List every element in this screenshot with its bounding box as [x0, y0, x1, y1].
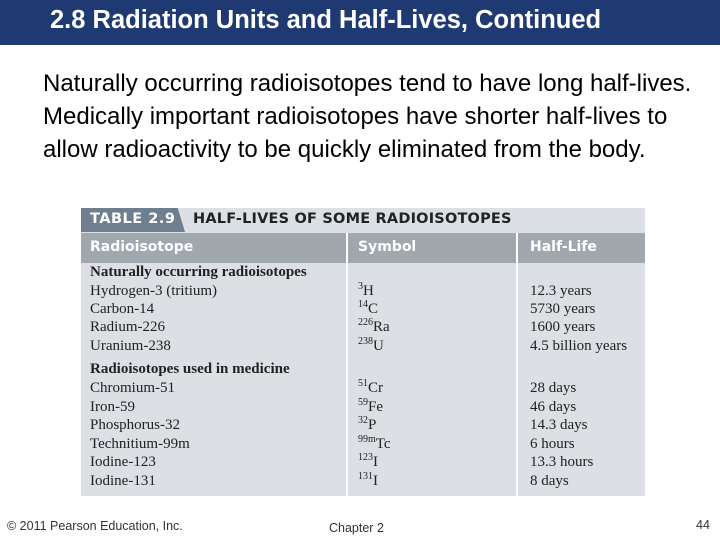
isotope-half-life: 5730 years	[530, 301, 596, 317]
isotope-name: Hydrogen-3 (tritium)	[90, 283, 218, 299]
header-half-life: Half-Life	[530, 239, 597, 255]
isotope-half-life: 8 days	[530, 473, 569, 489]
isotope-name: Radium-226	[90, 319, 165, 335]
column-divider	[516, 233, 518, 496]
isotope-half-life: 28 days	[530, 380, 577, 396]
isotope-name: Uranium-238	[90, 338, 171, 354]
isotope-half-life: 12.3 years	[530, 283, 592, 299]
isotope-name: Iodine-123	[90, 454, 156, 470]
half-lives-table	[81, 208, 645, 496]
isotope-name: Carbon-14	[90, 301, 155, 317]
title-bar	[0, 0, 720, 45]
isotope-symbol: $^{32}$P	[358, 415, 377, 433]
isotope-symbol: $^3$H	[358, 281, 374, 299]
isotope-name: Phosphorus-32	[90, 417, 181, 433]
isotope-name: Technitium-99m	[90, 436, 190, 452]
intro-paragraph: Naturally occurring radioisotopes tend to have long half-lives. Medically important radioisotopes have shorter half-lives to allow radioactivity to be quickly eliminated from the body.	[43, 70, 692, 163]
header-radioisotope: Radioisotope	[90, 239, 194, 255]
isotope-symbol: $^{131}$I	[358, 471, 378, 489]
isotope-half-life: 4.5 billion years	[530, 338, 628, 354]
isotope-symbol: $^{238}$U	[358, 336, 384, 354]
column-divider	[346, 233, 348, 496]
isotope-symbol: $^{59}$Fe	[358, 397, 383, 415]
isotope-symbol: $^{51}$Cr	[358, 378, 383, 396]
isotope-half-life: 14.3 days	[530, 417, 588, 433]
isotope-name: Chromium-51	[90, 380, 175, 396]
table-title: HALF-LIVES OF SOME RADIOISOTOPES	[193, 211, 512, 227]
isotope-half-life: 13.3 hours	[530, 454, 594, 470]
slide-title: 2.8 Radiation Units and Half-Lives, Continued	[50, 6, 602, 34]
header-symbol: Symbol	[358, 239, 417, 255]
chapter-label: Chapter 2	[329, 521, 384, 535]
isotope-half-life: 46 days	[530, 399, 577, 415]
copyright-text: © 2011 Pearson Education, Inc.	[7, 519, 183, 533]
isotope-name: Iron-59	[90, 399, 135, 415]
isotope-symbol: $^{14}$C	[358, 299, 379, 317]
isotope-name: Iodine-131	[90, 473, 156, 489]
page-number: 44	[696, 518, 710, 532]
isotope-symbol: $^{123}$I	[358, 452, 378, 470]
isotope-half-life: 1600 years	[530, 319, 596, 335]
isotope-symbol: $^{99m}$Tc	[358, 434, 391, 452]
isotope-symbol: $^{226}$Ra	[358, 317, 390, 335]
section-heading-natural: Naturally occurring radioisotopes	[90, 264, 307, 280]
section-heading-medicine: Radioisotopes used in medicine	[90, 361, 290, 377]
isotope-half-life: 6 hours	[530, 436, 575, 452]
table-header-row	[81, 233, 645, 263]
table-number: TABLE 2.9	[90, 211, 176, 227]
